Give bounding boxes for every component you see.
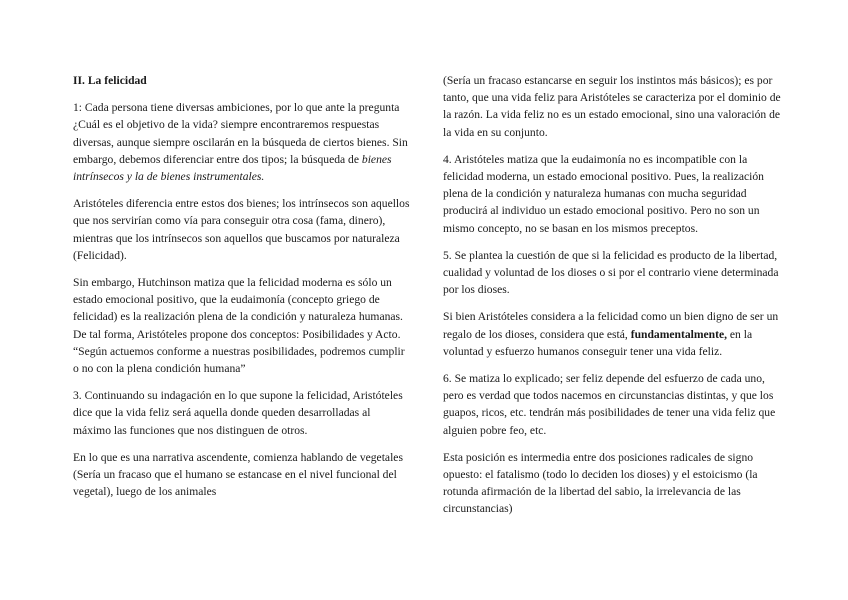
- paragraph-8: 5. Se plantea la cuestión de que si la felicidad es producto de la libertad, cualidad y voluntad de los dioses o si por el contrario viene determinada por los dioses.: [443, 248, 779, 297]
- paragraph-2: Aristóteles diferencia entre estos dos bienes; los intrínsecos son aquellos que nos servirían como vía para conseguir otra cosa (fama, dinero), mientras que los intrínsecos son aquellos que buscamos por naturaleza (Felicidad).: [73, 197, 410, 262]
- section-heading: II. La felicidad: [73, 74, 147, 87]
- paragraph-9-bold: fundamentalmente,: [630, 327, 727, 341]
- left-column: [73, 72, 411, 510]
- paragraph-1: [73, 99, 411, 185]
- right-column: [443, 72, 781, 528]
- paragraph-9-after: en la voluntad y esfuerzo humanos conseguir tener una vida feliz.: [443, 327, 753, 358]
- paragraph-7: 4. Aristóteles matiza que la eudaimonía no es incompatible con la felicidad moderna, un estado emocional positivo. Pues, la realización plena de la condición y naturaleza humanas con mucha seguridad producirá al individuo un estado emocional positivo. Pero no son un mismo concepto, no se basan en los mismos preceptos.: [443, 152, 764, 235]
- paragraph-9: [443, 308, 781, 360]
- paragraph-10: 6. Se matiza lo explicado; ser feliz depende del esfuerzo de cada uno, pero es verdad que todos nacemos en circunstancias distintas, y que los guapos, ricos, etc. tendrán más posibilidades de tener una vida feliz que alguien pobre feo, etc.: [443, 372, 776, 437]
- paragraph-9-before: Si bien Aristóteles considera a la felicidad como un bien digno de ser un regalo de los dioses, considera que está,: [443, 310, 779, 341]
- paragraph-1-italic: bienes intrínsecos y la de bienes instrumentales.: [73, 152, 392, 184]
- paragraph-1-text: 1: Cada persona tiene diversas ambiciones, por lo que ante la pregunta ¿Cuál es el objetivo de la vida? siempre encontraremos respuestas diversas, aunque siempre oscilarán en la búsqueda de ciertos bienes. Sin embargo, debemos diferenciar entre dos tipos; la búsqueda de: [73, 101, 408, 166]
- paragraph-4: 3. Continuando su indagación en lo que supone la felicidad, Aristóteles dice que la vida feliz será aquella donde queden desarrolladas al máximo las funciones que nos distinguen de otros.: [73, 389, 403, 437]
- paragraph-6: (Sería un fracaso estancarse en seguir los instintos más básicos); es por tanto, que una vida feliz para Aristóteles se caracteriza por el dominio de la razón. La vida feliz no es un estado emocional, sino una valoración de la vida en su conjunto.: [443, 74, 781, 139]
- paragraph-3: Sin embargo, Hutchinson matiza que la felicidad moderna es sólo un estado emocional positivo, que la eudaimonía (concepto griego de felicidad) es la realización plena de la condición y naturaleza humanas. De tal forma, Aristóteles propone dos conceptos: Posibilidades y Acto. “Según actuemos conforme a nuestras posibilidades, podremos cumplir o no con la plena condición humana”: [73, 276, 405, 376]
- paragraph-11: Esta posición es intermedia entre dos posiciones radicales de signo opuesto: el fatalismo (todo lo deciden los dioses) y el estoicismo (la rotunda afirmación de la libertad del sabio, la irrelevancia de las circunstancias): [443, 450, 758, 516]
- paragraph-5: En lo que es una narrativa ascendente, comienza hablando de vegetales (Sería un fracaso que el humano se estancase en el nivel funcional del vegetal), luego de los animales: [73, 450, 403, 499]
